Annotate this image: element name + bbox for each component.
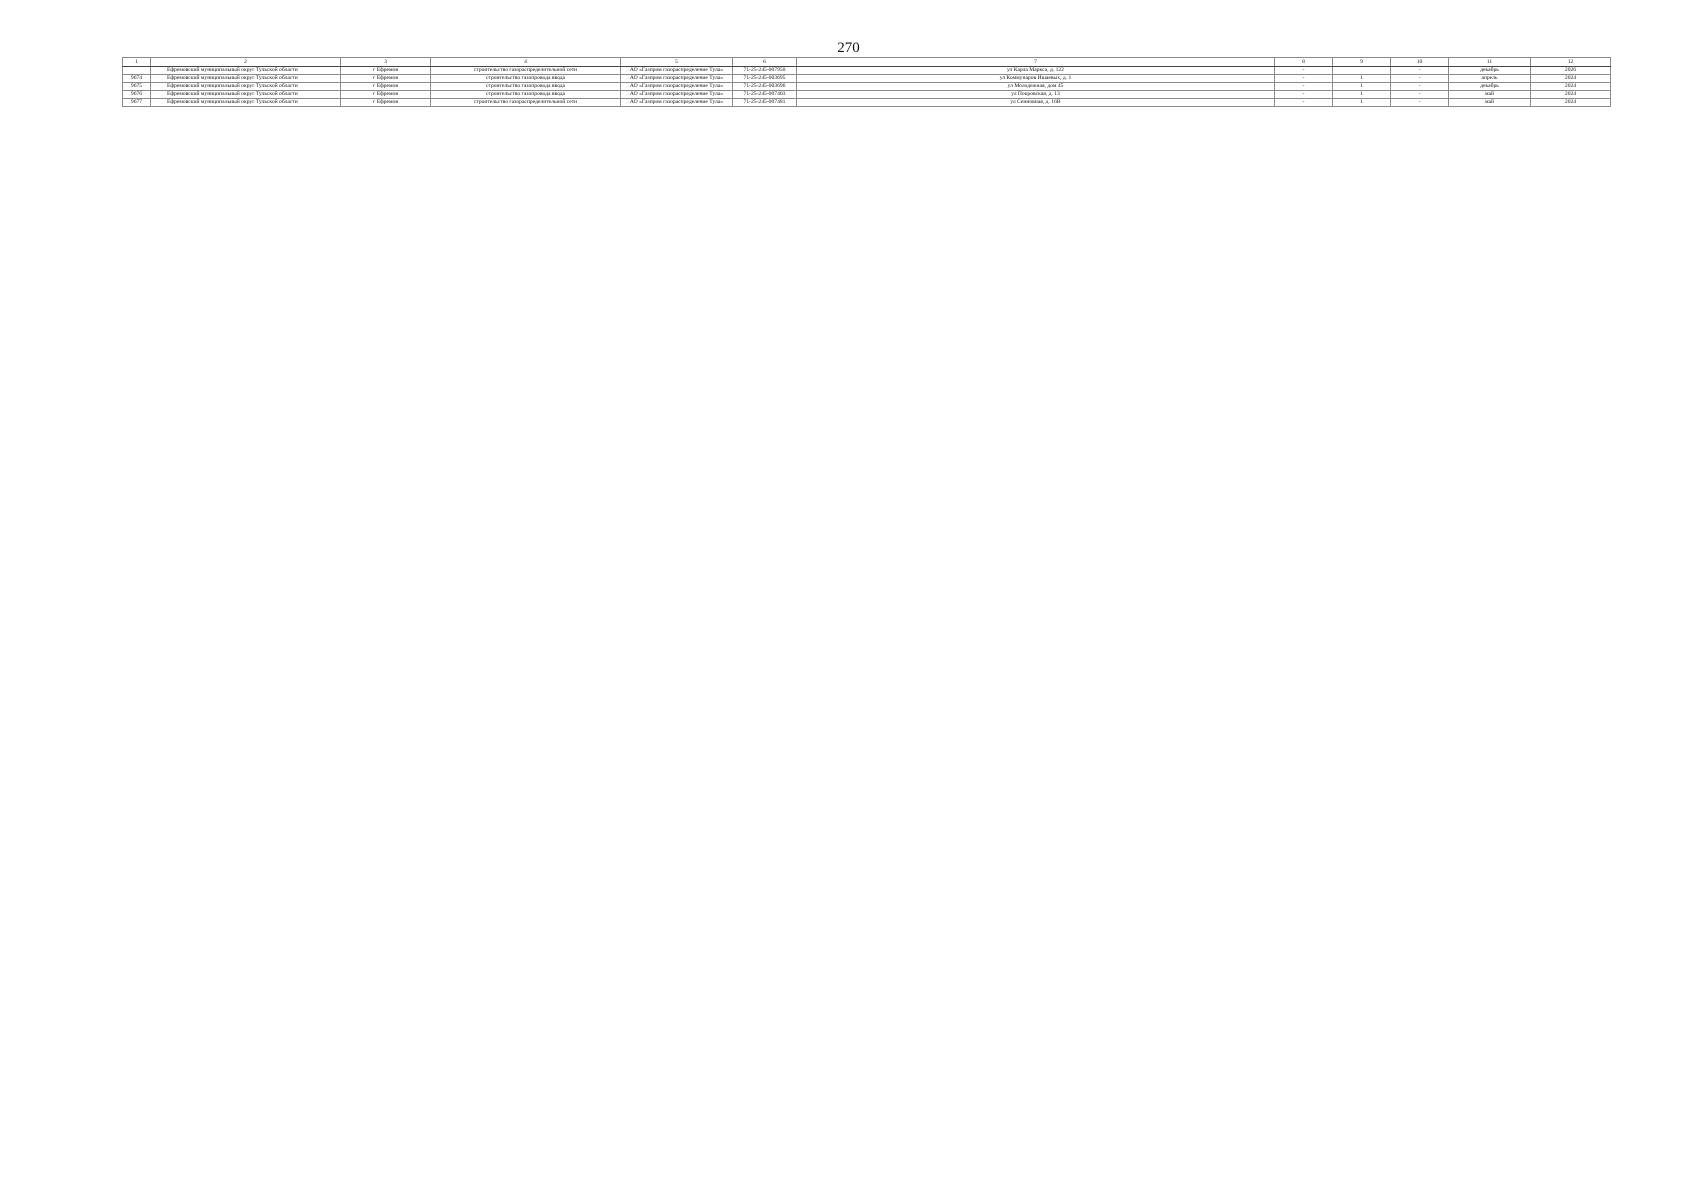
column-header-1: 1 <box>123 58 151 67</box>
year-cell: 2024 <box>1531 75 1611 83</box>
column-header-3: 3 <box>341 58 431 67</box>
year-cell: 2024 <box>1531 91 1611 99</box>
locality-cell: г Ефремов <box>341 91 431 99</box>
table-row <box>123 67 1611 75</box>
code-cell: 71-25-245-007481 <box>733 99 797 107</box>
month-cell: май <box>1449 99 1531 107</box>
month-cell: май <box>1449 91 1531 99</box>
code-cell: 71-25-245-003695 <box>733 75 797 83</box>
work-type-cell: строительство газопровода ввода <box>431 91 621 99</box>
address-cell: ул Покровская, д. 13 <box>797 91 1275 99</box>
col10-cell: - <box>1391 99 1449 107</box>
column-header-9: 9 <box>1333 58 1391 67</box>
row-number: 9676 <box>123 91 151 99</box>
col9-cell: 1 <box>1333 99 1391 107</box>
work-type-cell: строительство газораспределительной сети <box>431 67 621 75</box>
organization-cell: АО «Газпром газораспределение Тула» <box>621 99 733 107</box>
address-cell: ул Карла Маркса, д. 122 <box>797 67 1275 75</box>
column-header-7: 7 <box>797 58 1275 67</box>
code-cell: 71-25-245-007403 <box>733 91 797 99</box>
table-body <box>123 67 1611 107</box>
col9-cell: 1 <box>1333 91 1391 99</box>
work-type-cell: строительство газопровода ввода <box>431 75 621 83</box>
organization-cell: АО «Газпром газораспределение Тула» <box>621 67 733 75</box>
col9-cell: 1 <box>1333 75 1391 83</box>
district-cell: Ефремовский муниципальный округ Тульской области <box>151 99 341 107</box>
col10-cell: - <box>1391 83 1449 91</box>
district-cell: Ефремовский муниципальный округ Тульской области <box>151 83 341 91</box>
column-header-10: 10 <box>1391 58 1449 67</box>
gasification-table-wrap <box>122 57 1610 107</box>
column-header-6: 6 <box>733 58 797 67</box>
year-cell: 2026 <box>1531 67 1611 75</box>
row-number: 9674 <box>123 75 151 83</box>
table-row <box>123 83 1611 91</box>
col9-cell: 1 <box>1333 83 1391 91</box>
month-cell: декабрь <box>1449 83 1531 91</box>
address-cell: ул Сенновная, д. 16В <box>797 99 1275 107</box>
column-header-4: 4 <box>431 58 621 67</box>
organization-cell: АО «Газпром газораспределение Тула» <box>621 75 733 83</box>
code-cell: 71-25-245-007950 <box>733 67 797 75</box>
col10-cell: - <box>1391 67 1449 75</box>
work-type-cell: строительство газораспределительной сети <box>431 99 621 107</box>
locality-cell: г Ефремов <box>341 83 431 91</box>
table-header-row <box>123 58 1611 67</box>
col9-cell <box>1333 67 1391 75</box>
district-cell: Ефремовский муниципальный округ Тульской области <box>151 91 341 99</box>
table-row <box>123 91 1611 99</box>
page-number: 270 <box>837 40 860 56</box>
column-header-2: 2 <box>151 58 341 67</box>
locality-cell: г Ефремов <box>341 99 431 107</box>
table-row <box>123 99 1611 107</box>
address-cell: ул Молодежная, дом 45 <box>797 83 1275 91</box>
column-header-11: 11 <box>1449 58 1531 67</box>
table-row <box>123 75 1611 83</box>
col8-cell: - <box>1275 83 1333 91</box>
code-cell: 71-25-245-003696 <box>733 83 797 91</box>
column-header-12: 12 <box>1531 58 1611 67</box>
district-cell: Ефремовский муниципальный округ Тульской области <box>151 67 341 75</box>
district-cell: Ефремовский муниципальный округ Тульской области <box>151 75 341 83</box>
year-cell: 2024 <box>1531 83 1611 91</box>
row-number: 9677 <box>123 99 151 107</box>
year-cell: 2024 <box>1531 99 1611 107</box>
month-cell: декабрь <box>1449 67 1531 75</box>
address-cell: ул Коммунаров Ишаевых, д. 1 <box>797 75 1275 83</box>
col8-cell: - <box>1275 75 1333 83</box>
row-number: 9675 <box>123 83 151 91</box>
col10-cell: - <box>1391 91 1449 99</box>
gasification-table <box>122 57 1611 107</box>
column-header-8: 8 <box>1275 58 1333 67</box>
col8-cell: - <box>1275 91 1333 99</box>
work-type-cell: строительство газопровода ввода <box>431 83 621 91</box>
locality-cell: г Ефремов <box>341 75 431 83</box>
col10-cell: - <box>1391 75 1449 83</box>
organization-cell: АО «Газпром газораспределение Тула» <box>621 91 733 99</box>
column-header-5: 5 <box>621 58 733 67</box>
col8-cell: - <box>1275 99 1333 107</box>
organization-cell: АО «Газпром газораспределение Тула» <box>621 83 733 91</box>
month-cell: апрель <box>1449 75 1531 83</box>
row-number <box>123 67 151 75</box>
locality-cell: г Ефремов <box>341 67 431 75</box>
col8-cell: - <box>1275 67 1333 75</box>
